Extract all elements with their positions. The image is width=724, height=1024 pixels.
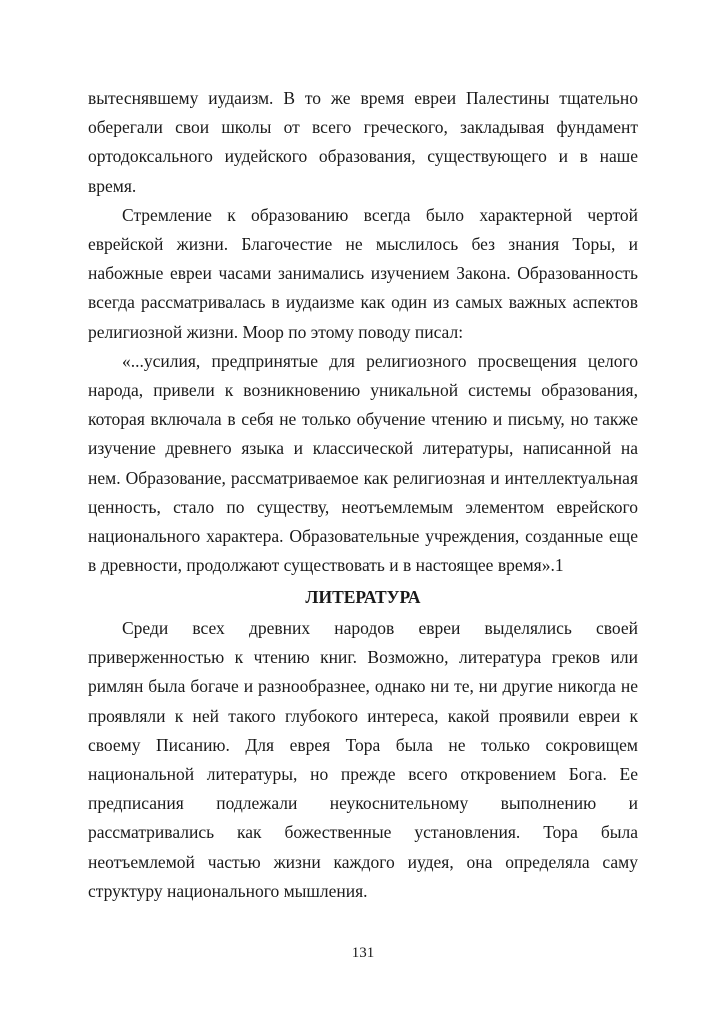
paragraph-education: Стремление к образованию всегда было характерной чертой еврейской жизни. Благочестие не мыслилось без знания Торы, и набожные евреи часами занимались изучением Закона. Образованность всегда рассматривалась в иудаизме как один из самых важных аспектов религиозной жизни. Моор по этому поводу писал: [88, 204, 638, 342]
quotation-paragraph: «...усилия, предпринятые для религиозного просвещения целого народа, привели к возникновению уникальной системы образования, которая включала в себя не только обучение чтению и письму, но также изучение древнего языка и классической литературы, написанной на нем. Образование, рассматриваемое как религиозная и интеллектуальная ценность, стало по существу, неотъемлемым элементом еврейского национального характера. Образовательные учреждения, созданные еще в древности, продолжают существовать и в настоящее время».1 [88, 350, 638, 576]
page-number: 131 [351, 945, 375, 961]
body-text-bottom [88, 614, 638, 906]
paragraph-literature: Среди всех древних народов евреи выделялись своей приверженностью к чтению книг. Возможно, литература греков или римлян была богаче и разнообразнее, однако ни те, ни другие никогда не проявляли к ней такого глубокого интереса, какой проявили евреи к своему Писанию. Для еврея Тора была не только сокровищем национальной литературы, но прежде всего откровением Бога. Ее предписания подлежали неукоснительному выполнению и рассматривались как божественные установления. Тора была неотъемлемой частью жизни каждого иудея, она определяла саму структуру национального мышления. [88, 618, 638, 901]
body-text-top [88, 84, 638, 580]
paragraph-continuation: вытеснявшему иудаизм. В то же время евреи Палестины тщательно оберегали свои школы от всего греческого, закладывая фундамент ортодоксального иудейского образования, существующего и в наше время. [88, 88, 638, 196]
section-heading: ЛИТЕРАТУРА [305, 587, 421, 607]
